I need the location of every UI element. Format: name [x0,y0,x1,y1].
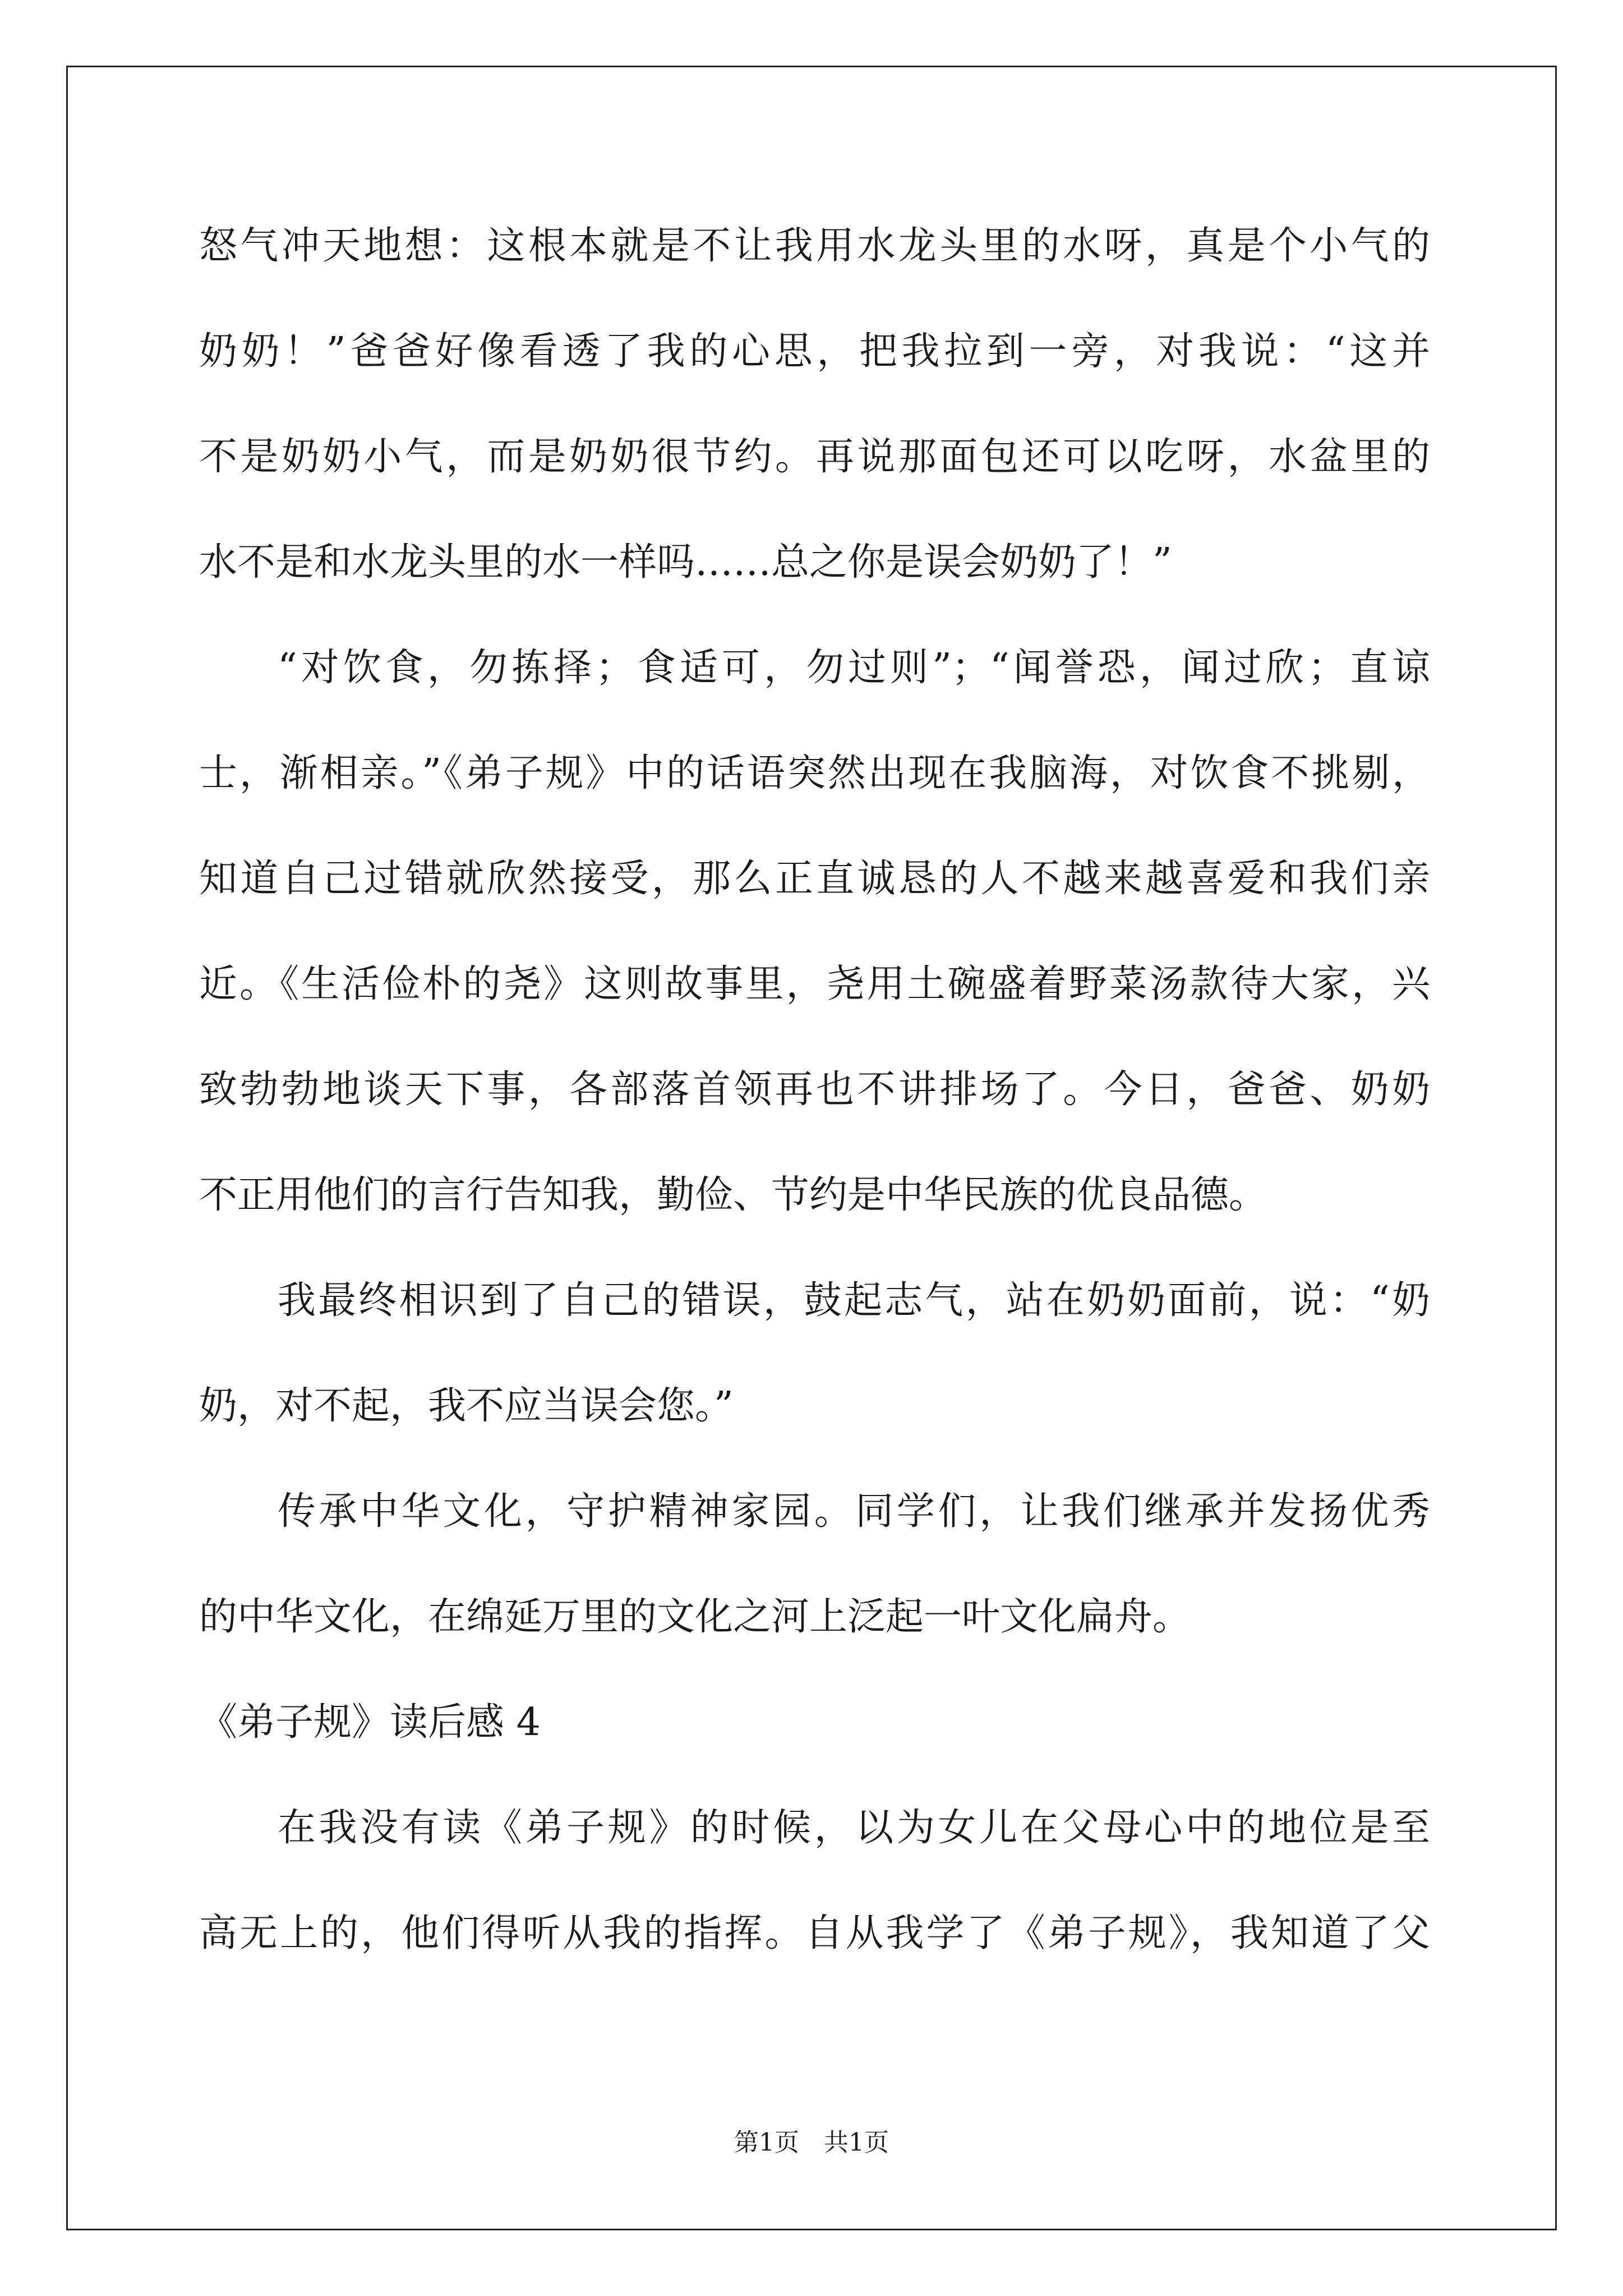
text-line: 致勃勃地谈天下事，各部落首领再也不讲排场了。今日，爸爸、奶奶 [199,1068,1430,1112]
text-line: 怒气冲天地想：这根本就是不让我用水龙头里的水呀，真是个小气的 [199,224,1430,268]
text-line: 知道自己过错就欣然接受，那么正直诚恳的人不越来越喜爱和我们亲 [199,857,1430,901]
text-line: 不是奶奶小气，而是奶奶很节约。再说那面包还可以吃呀，水盆里的 [199,435,1430,479]
section-heading: 《弟子规》读后感 4 [199,1700,541,1745]
paragraph-first-line: 在我没有读《弟子规》的时候，以为女儿在父母心中的地位是至 [278,1806,1430,1850]
text-line: 近。《生活俭朴的尧》这则故事里，尧用土碗盛着野菜汤款待大家，兴 [199,962,1430,1006]
document-body [199,194,1430,1986]
text-line: 水不是和水龙头里的水一样吗……总之你是误会奶奶了！” [199,540,1172,585]
text-line: 奶奶！”爸爸好像看透了我的心思，把我拉到一旁，对我说：“这并 [199,329,1430,374]
text-line: 的中华文化，在绵延万里的文化之河上泛起一叶文化扁舟。 [199,1595,1191,1639]
paragraph-first-line: 传承中华文化，守护精神家园。同学们，让我们继承并发扬优秀 [278,1489,1430,1534]
text-line: 士，渐相亲。”《弟子规》中的话语突然出现在我脑海，对饮食不挑剔， [199,751,1430,795]
page-number-footer: 第1页 共1页 [734,2128,889,2157]
text-line: 不正用他们的言行告知我，勤俭、节约是中华民族的优良品德。 [199,1173,1267,1217]
text-line: 高无上的，他们得听从我的指挥。自从我学了《弟子规》，我知道了父 [199,1911,1430,1955]
paragraph-first-line: 我最终相识到了自己的错误，鼓起志气，站在奶奶面前，说：“奶 [278,1278,1430,1323]
paragraph-first-line: “对饮食，勿拣择；食适可，勿过则”；“闻誉恐，闻过欣；直谅 [278,646,1430,690]
text-line: 奶，对不起，我不应当误会您。” [199,1384,734,1428]
